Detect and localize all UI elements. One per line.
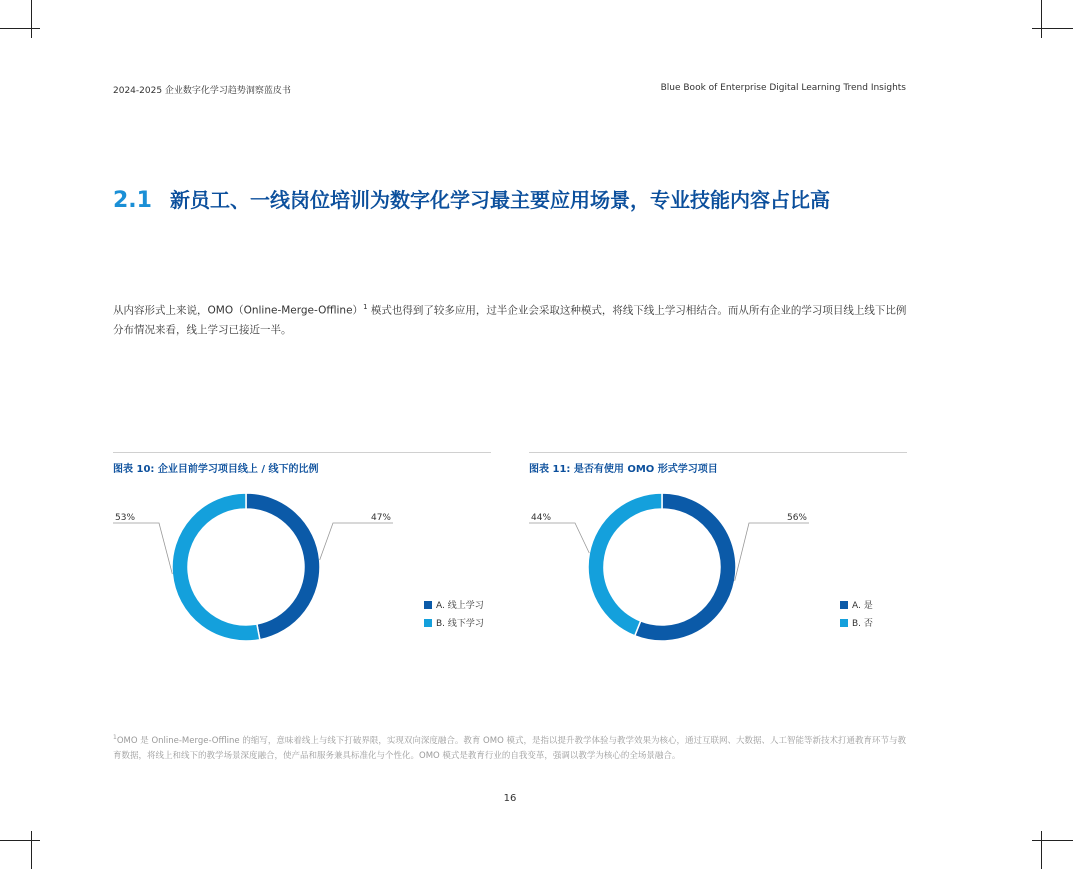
crop-mark xyxy=(0,28,40,29)
footnote xyxy=(113,730,908,764)
donut-slice xyxy=(246,493,320,640)
crop-mark xyxy=(1032,28,1073,29)
leader-line xyxy=(113,523,172,574)
page-number: 16 xyxy=(503,793,517,804)
chart-11-title: 图表 11: 是否有使用 OMO 形式学习项目 xyxy=(529,464,718,475)
legend-swatch xyxy=(424,619,432,627)
donut-slice xyxy=(172,493,260,641)
section-title: 新员工、一线岗位培训为数字化学习最主要应用场景，专业技能内容占比高 xyxy=(170,188,830,212)
chart-11-panel xyxy=(529,452,907,663)
legend-label: B. 否 xyxy=(852,619,873,629)
chart-11-svg xyxy=(529,453,907,663)
crop-mark xyxy=(31,831,32,869)
leader-line xyxy=(529,523,589,553)
crop-mark xyxy=(1032,840,1073,841)
data-label: 44% xyxy=(531,513,552,523)
donut-slice xyxy=(588,493,662,636)
legend-label: B. 线下学习 xyxy=(436,619,484,629)
data-label: 53% xyxy=(115,513,136,523)
running-header-cn: 2024-2025 企业数字化学习趋势洞察蓝皮书 xyxy=(113,86,291,96)
crop-mark xyxy=(0,840,40,841)
chart-10-svg xyxy=(113,453,491,663)
legend-label: A. 是 xyxy=(852,601,873,611)
footnote-marker: 1 xyxy=(113,734,117,741)
data-label: 56% xyxy=(786,513,807,523)
legend-label: A. 线上学习 xyxy=(436,601,484,611)
crop-mark xyxy=(31,0,32,38)
footnote-text: OMO 是 Online-Merge-Offline 的缩写，意味着线上与线下打破界限，实现双向深度融合。教育 OMO 模式，是指以提升教学体验与教学效果为核心，通过互联网、大数据、人工智能等新技术打通教育环节与教育数据，将线上和线下的教学场景深度融合，使产品和服务兼具标准化与个性化。OMO 模式是教育行业的自我变革，强调以教学为核心的全场景融合。 xyxy=(113,735,906,761)
leader-line xyxy=(735,523,809,581)
footnote-ref: 1 xyxy=(363,303,368,311)
crop-mark xyxy=(1041,0,1042,38)
section-heading xyxy=(113,184,830,213)
legend-swatch xyxy=(840,619,848,627)
crop-mark xyxy=(1041,831,1042,869)
data-label: 47% xyxy=(370,513,391,523)
running-header-en: Blue Book of Enterprise Digital Learning Trend Insights xyxy=(660,83,906,93)
legend-swatch xyxy=(840,601,848,609)
leader-line xyxy=(320,523,393,560)
chart-10-panel xyxy=(113,452,491,663)
intro-text-after: 模式也得到了较多应用，过半企业会采取这种模式，将线下线上学习相结合。而从所有企业的学习项目线上线下比例分布情况来看，线上学习已接近一半。 xyxy=(113,304,907,336)
intro-text-before: 从内容形式上来说，OMO（Online-Merge-Offline） xyxy=(113,304,364,317)
legend-swatch xyxy=(424,601,432,609)
section-number: 2.1 xyxy=(113,188,152,213)
donut-slice xyxy=(635,493,736,641)
chart-10-title: 图表 10: 企业目前学习项目线上 / 线下的比例 xyxy=(113,464,319,475)
intro-paragraph xyxy=(113,298,908,340)
